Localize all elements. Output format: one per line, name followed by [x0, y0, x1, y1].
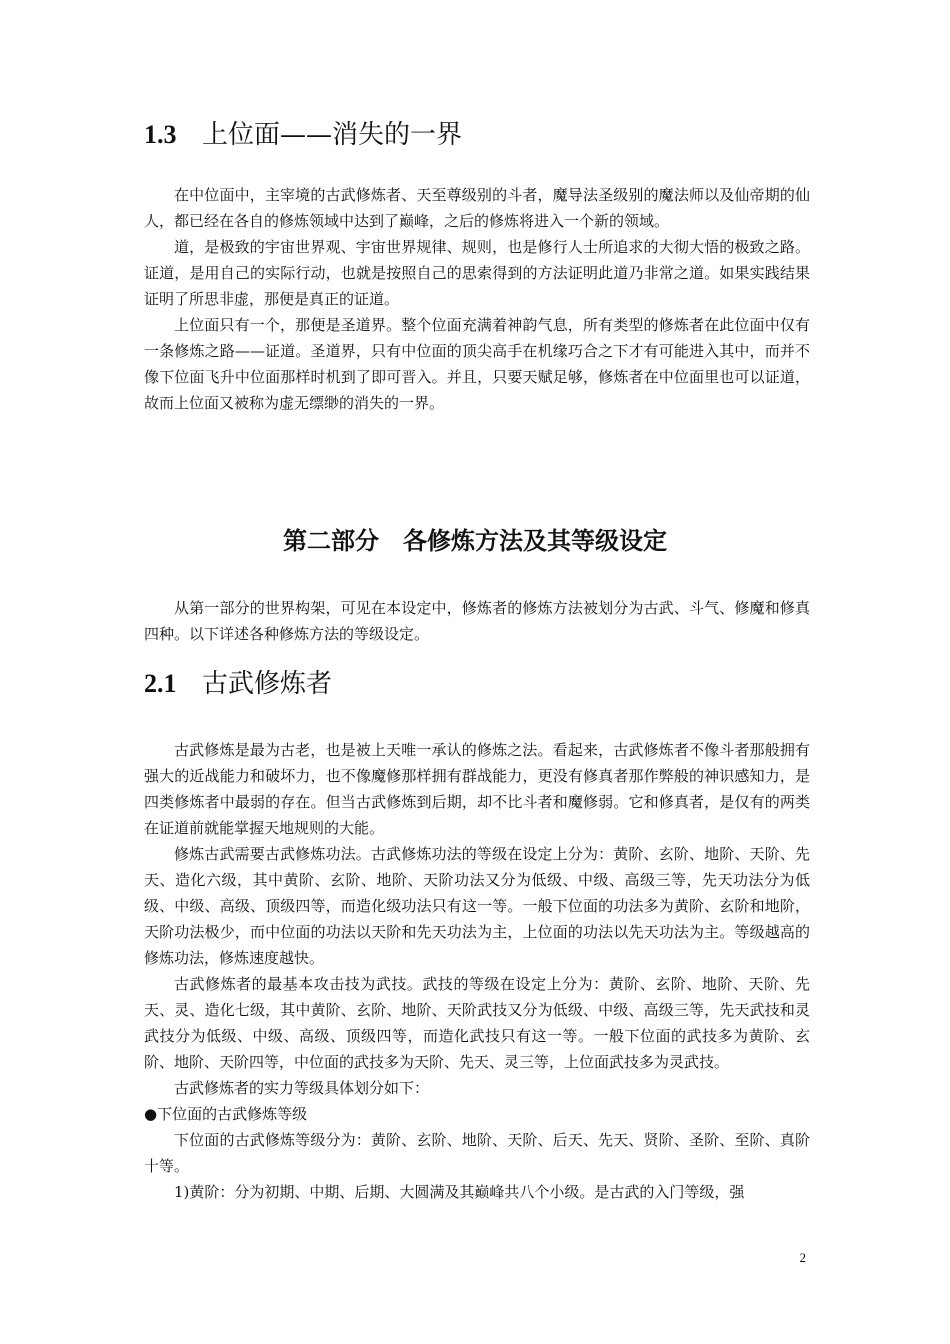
- paragraph: 上位面只有一个，那便是圣道界。整个位面充满着神韵气息，所有类型的修炼者在此位面中仅有一条修炼之路——证道。圣道界，只有中位面的顶尖高手在机缘巧合之下才有可能进入其中，而并不像下位面飞升中位面那样时机到了即可晋入。并且，只要天赋足够，修炼者在中位面里也可以证道，故而上位面又被称为虚无缥缈的消失的一界。: [144, 316, 810, 412]
- section-1-3-body: [144, 182, 810, 416]
- bullet-heading: ●下位面的古武修炼等级: [144, 1105, 308, 1123]
- paragraph: 修炼古武需要古武修炼功法。古武修炼功法的等级在设定上分为：黄阶、玄阶、地阶、天阶、先天、造化六级，其中黄阶、玄阶、地阶、天阶功法又分为低级、中级、高级三等，先天功法分为低级、中级、高级、顶级四等，而造化级功法只有这一等。一般下位面的功法多为黄阶、玄阶和地阶，天阶功法极少，而中位面的功法以天阶和先天功法为主，上位面的功法以先天功法为主。等级越高的修炼功法，修炼速度越快。: [144, 845, 810, 967]
- paragraph: 下位面的古武修炼等级分为：黄阶、玄阶、地阶、天阶、后天、先天、贤阶、圣阶、至阶、真阶十等。: [144, 1131, 810, 1175]
- section-title: 上位面——消失的一界: [202, 120, 463, 150]
- page-number: 2: [799, 1250, 806, 1265]
- paragraph: 在中位面中，主宰境的古武修炼者、天至尊级别的斗者，魔导法圣级别的魔法师以及仙帝期的仙人，都已经在各自的修炼领域中达到了巅峰，之后的修炼将进入一个新的领域。: [144, 186, 810, 230]
- paragraph: 道，是极致的宇宙世界观、宇宙世界规律、规则，也是修行人士所追求的大彻大悟的极致之路。证道，是用自己的实际行动，也就是按照自己的思索得到的方法证明此道乃非常之道。如果实践结果证明了所思非虚，那便是真正的证道。: [144, 238, 810, 308]
- section-2-1-body: [144, 737, 810, 1205]
- paragraph: 古武修炼者的实力等级具体划分如下：: [174, 1079, 430, 1097]
- section-1-3-heading: [144, 118, 462, 152]
- paragraph: 1)黄阶：分为初期、中期、后期、大圆满及其巅峰共八个小级。是古武的入门等级，强: [174, 1183, 745, 1201]
- section-number: 2.1: [144, 669, 177, 698]
- part-two-intro: [144, 595, 810, 647]
- section-title: 古武修炼者: [202, 669, 333, 699]
- section-number: 1.3: [144, 120, 177, 149]
- paragraph: 古武修炼是最为古老，也是被上天唯一承认的修炼之法。看起来，古武修炼者不像斗者那般拥有强大的近战能力和破坏力，也不像魔修那样拥有群战能力，更没有修真者那作弊般的神识感知力，是四类修炼者中最弱的存在。但当古武修炼到后期，却不比斗者和魔修弱。它和修真者，是仅有的两类在证道前就能掌握天地规则的大能。: [144, 741, 810, 837]
- paragraph: 从第一部分的世界构架，可见在本设定中，修炼者的修炼方法被划分为古武、斗气、修魔和修真四种。以下详述各种修炼方法的等级设定。: [144, 599, 810, 643]
- section-2-1-heading: [144, 667, 332, 701]
- part-two-title: 第二部分 各修炼方法及其等级设定: [283, 527, 667, 555]
- paragraph: 古武修炼者的最基本攻击技为武技。武技的等级在设定上分为：黄阶、玄阶、地阶、天阶、先天、灵、造化七级，其中黄阶、玄阶、地阶、天阶武技又分为低级、中级、高级三等，先天武技和灵武技分为低级、中级、高级、顶级四等，而造化武技只有这一等。一般下位面的武技多为黄阶、玄阶、地阶、天阶四等，中位面的武技多为天阶、先天、灵三等，上位面武技多为灵武技。: [144, 975, 810, 1071]
